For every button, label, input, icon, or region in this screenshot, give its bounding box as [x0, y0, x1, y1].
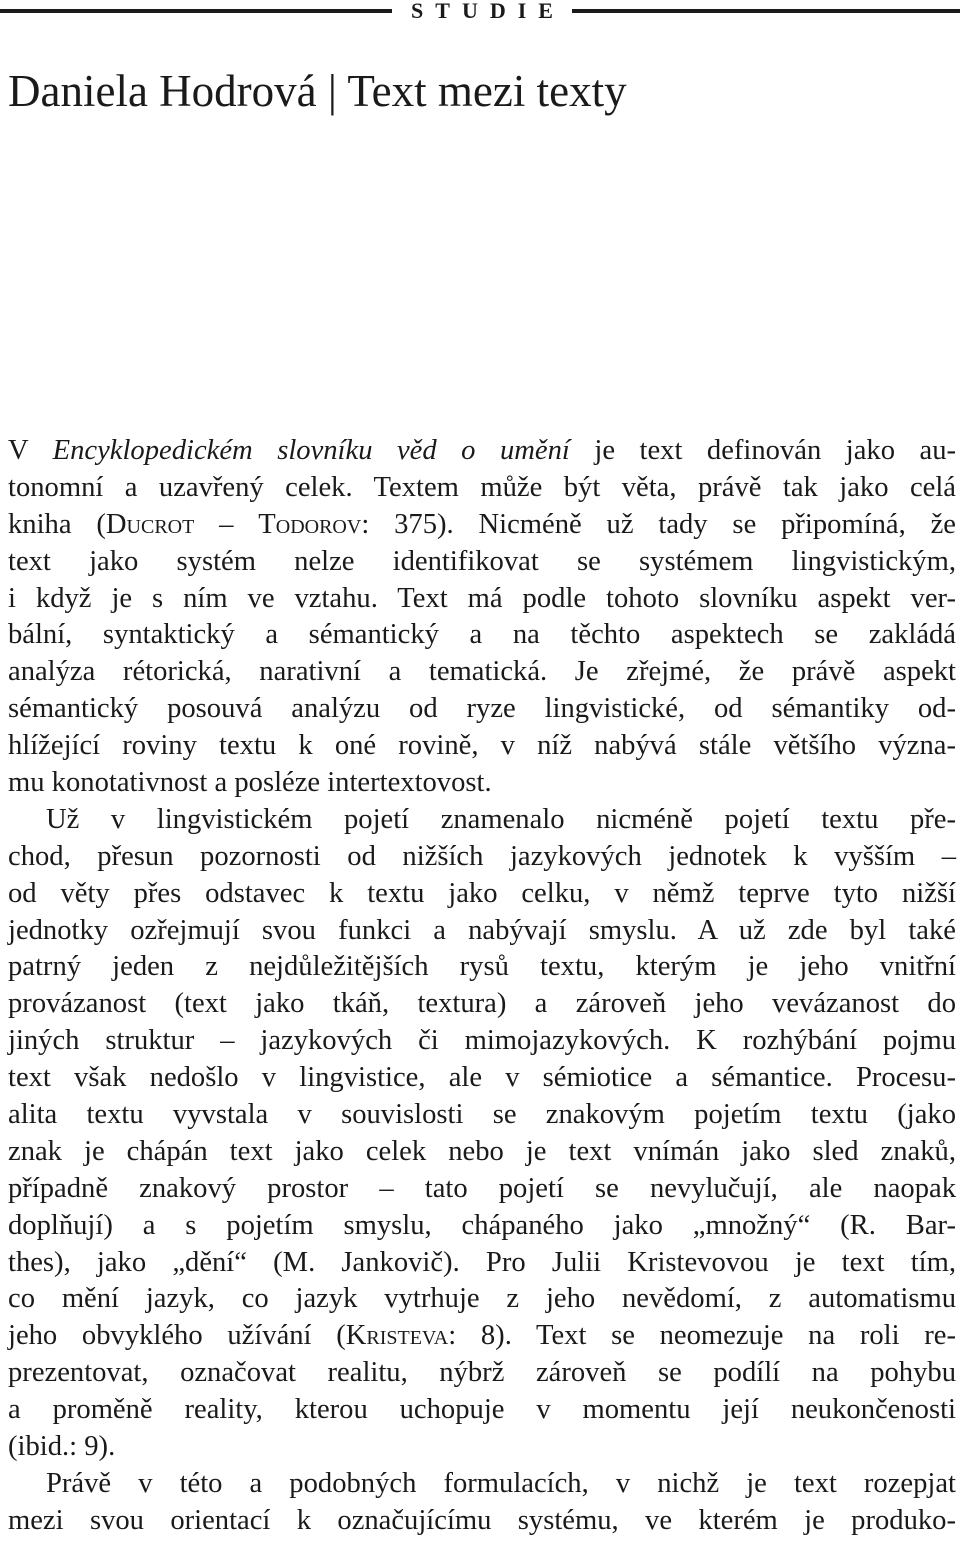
book-title: Encyklopedickém slovníku věd o umění: [52, 435, 570, 466]
text-run: kniha (: [8, 508, 106, 540]
section-label: STUDIE: [411, 0, 565, 23]
text-run: : 8). Text se neomezuje na roli re-: [448, 1320, 956, 1352]
header-rule-right: [572, 9, 960, 13]
body-line: i když je s ním ve vztahu. Text má podle tohoto slovníku aspekt ver-: [8, 582, 956, 614]
body-line: [8, 507, 956, 544]
author-name: Todorov: [258, 508, 362, 540]
body-line: mezi svou orientací k označujícímu systému, ve kterém je produko-: [8, 1504, 956, 1536]
body-line: [8, 1318, 956, 1355]
body-line: tonomní a uzavřený celek. Textem může být věta, právě tak jako celá: [8, 471, 956, 503]
text-run: je text definován jako au-: [569, 435, 957, 466]
body-line: případně znakový prostor – tato pojetí se nevylučují, ale naopak: [8, 1172, 956, 1204]
article-body: [8, 433, 956, 1540]
body-line: provázanost (text jako tkáň, textura) a zároveň jeho vevázanost do: [8, 988, 956, 1020]
body-line: jednotky ozřejmují svou funkci a nabývají smyslu. A už zde byl také: [8, 914, 956, 946]
text-run: : 375). Nicméně už tady se připomíná, že: [361, 508, 956, 540]
body-line: od věty přes odstavec k textu jako celku, v němž teprve tyto nižší: [8, 877, 956, 909]
body-line: (ibid.: 9).: [8, 1431, 116, 1463]
body-line: Právě v této a podobných formulacích, v nichž je text rozepjat: [46, 1467, 956, 1499]
text-run: jeho obvyklého užívání (: [8, 1320, 346, 1352]
body-line: co mění jazyk, co jazyk vytrhuje z jeho nevědomí, z automatismu: [8, 1283, 956, 1315]
body-line: text však nedošlo v lingvistice, ale v sémiotice a sémantice. Procesu-: [8, 1062, 956, 1094]
header-rule-left: [0, 9, 392, 13]
body-line: patrný jeden z nejdůležitějších rysů textu, kterým je jeho vnitřní: [8, 951, 956, 983]
body-line: text jako systém nelze identifikovat se systémem lingvistickým,: [8, 545, 956, 577]
author-name: Kristeva: [345, 1320, 449, 1352]
body-line: hlížející roviny textu k oné rovině, v níž nabývá stále většího význa-: [8, 730, 956, 762]
body-line: analýza rétorická, narativní a tematická. Je zřejmé, že právě aspekt: [8, 656, 956, 688]
body-line: [8, 433, 956, 470]
body-line: alita textu vyvstala v souvislosti se znakovým pojetím textu (jako: [8, 1099, 956, 1131]
body-line: prezentovat, označovat realitu, nýbrž zároveň se podílí na pohybu: [8, 1357, 956, 1389]
body-line: doplňují) a s pojetím smyslu, chápaného jako „množný“ (R. Bar-: [8, 1209, 956, 1241]
section-header: [0, 0, 960, 24]
body-line: sémantický posouvá analýzu od ryze lingvistické, od sémantiky od-: [8, 693, 956, 725]
body-line: mu konotativnost a posléze intertextovost.: [8, 767, 492, 799]
article-title: Daniela Hodrová | Text mezi texty: [8, 66, 627, 116]
body-line: Už v lingvistickém pojetí znamenalo nicméně pojetí textu pře-: [46, 803, 956, 835]
body-line: jiných struktur – jazykových či mimojazykových. K rozhýbání pojmu: [8, 1025, 956, 1057]
author-name: Ducrot: [105, 508, 195, 540]
body-line: chod, přesun pozornosti od nižších jazykových jednotek k vyšším –: [8, 840, 956, 872]
body-line: bální, syntaktický a sémantický a na těchto aspektech se zakládá: [8, 619, 956, 651]
body-line: thes), jako „dění“ (M. Jankovič). Pro Julii Kristevovou je text tím,: [8, 1246, 956, 1278]
text-run: V: [8, 435, 53, 466]
body-line: a proměně reality, kterou uchopuje v momentu její neukončenosti: [8, 1394, 956, 1426]
body-line: znak je chápán text jako celek nebo je text vnímán jako sled znaků,: [8, 1135, 956, 1167]
text-run: –: [194, 508, 259, 540]
